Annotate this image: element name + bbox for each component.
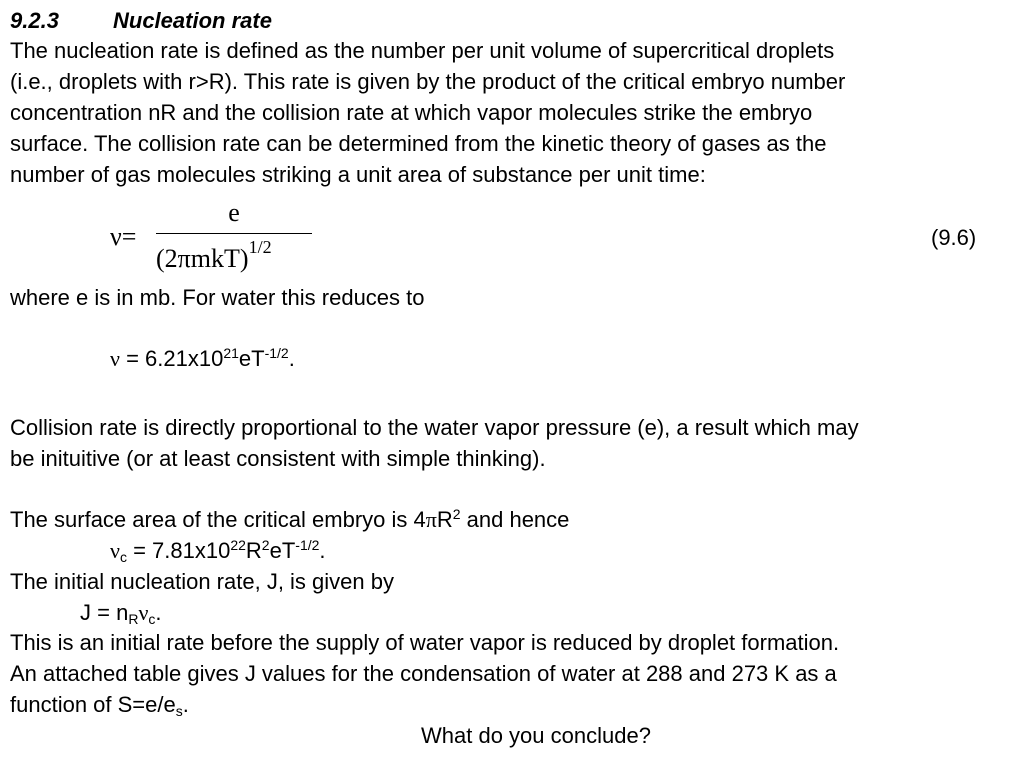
paragraph-3-line-2: An attached table gives J values for the condensation of water at 288 and 273 K as a <box>10 661 837 686</box>
paragraph-2-line-1: Collision rate is directly proportional to the water vapor pressure (e), a result which may <box>10 415 859 440</box>
water-eq-exp2: -1/2 <box>264 345 289 361</box>
nuc-period: . <box>319 538 326 563</box>
nuc-coefficient: = 7.81x10 <box>126 538 231 563</box>
paragraph-1-line-3: concentration nR and the collision rate at which vapor molecules strike the embryo <box>10 100 813 125</box>
surface-area-rest: and hence <box>460 507 570 532</box>
j-equation <box>80 598 162 628</box>
paragraph-1-line-5: number of gas molecules striking a unit area of substance per unit time: <box>10 162 706 187</box>
saturation-subscript: s <box>175 703 183 719</box>
section-number: 9.2.3 <box>10 8 59 33</box>
saturation-period: . <box>182 692 189 717</box>
equation-denominator <box>156 237 272 274</box>
saturation-ratio-text: function of S=e/e <box>10 692 176 717</box>
nuc-eT: eT <box>269 538 296 563</box>
section-title: Nucleation rate <box>113 8 272 33</box>
nu-symbol: ν <box>138 600 149 625</box>
surface-area-text: The surface area of the critical embryo is 4 <box>10 507 426 532</box>
paragraph-2-line-2: be inituitive (or at least consistent with simple thinking). <box>10 446 546 471</box>
j-intro: The initial nucleation rate, J, is given by <box>10 569 394 594</box>
equation-number: (9.6) <box>931 225 977 250</box>
nu-symbol: ν <box>110 346 120 371</box>
paragraph-3-line-1: This is an initial rate before the supply of water vapor is reduced by droplet formation. <box>10 630 840 655</box>
j-period: . <box>155 600 162 625</box>
nuc-exp1: 22 <box>230 537 246 553</box>
water-eq-exp1: 21 <box>223 345 239 361</box>
paragraph-1-line-4: surface. The collision rate can be determined from the kinetic theory of gases as the <box>10 131 827 156</box>
surface-area-line <box>10 505 569 535</box>
water-intro: where e is in mb. For water this reduces to <box>10 285 425 310</box>
equals-sign: = <box>121 222 137 251</box>
water-eq-eT: eT <box>238 346 265 371</box>
nuc-exp3: -1/2 <box>295 537 320 553</box>
radius-symbol: R <box>436 507 453 532</box>
j-text: J = n <box>80 600 129 625</box>
nuc-exp2: 2 <box>261 537 270 553</box>
pi-symbol: π <box>425 507 437 532</box>
section-heading <box>10 6 272 36</box>
nu-symbol: ν <box>110 222 122 251</box>
paragraph-1-line-2: (i.e., droplets with r>R). This rate is given by the product of the critical embryo number <box>10 69 846 94</box>
fraction-bar <box>156 233 312 234</box>
paragraph-1-line-1: The nucleation rate is defined as the number per unit volume of supercritical droplets <box>10 38 835 63</box>
water-equation <box>110 344 295 374</box>
water-eq-period: . <box>288 346 295 371</box>
paragraph-3-line-3 <box>10 690 189 720</box>
nu-symbol: ν <box>110 538 120 563</box>
denominator-base: (2πmkT) <box>156 244 249 273</box>
closing-question: What do you conclude? <box>421 723 651 748</box>
nuc-R: R <box>245 538 262 563</box>
equation-numerator: e <box>228 198 240 227</box>
nu-subscript: c <box>119 549 127 565</box>
denominator-exponent: 1/2 <box>248 237 272 257</box>
water-eq-coefficient: = 6.21x10 <box>119 346 224 371</box>
equation-lhs <box>110 222 136 252</box>
j-subscript-c: c <box>148 611 156 627</box>
radius-exponent: 2 <box>452 506 461 522</box>
j-subscript-r: R <box>128 611 139 627</box>
collision-rate-equation <box>110 536 326 566</box>
